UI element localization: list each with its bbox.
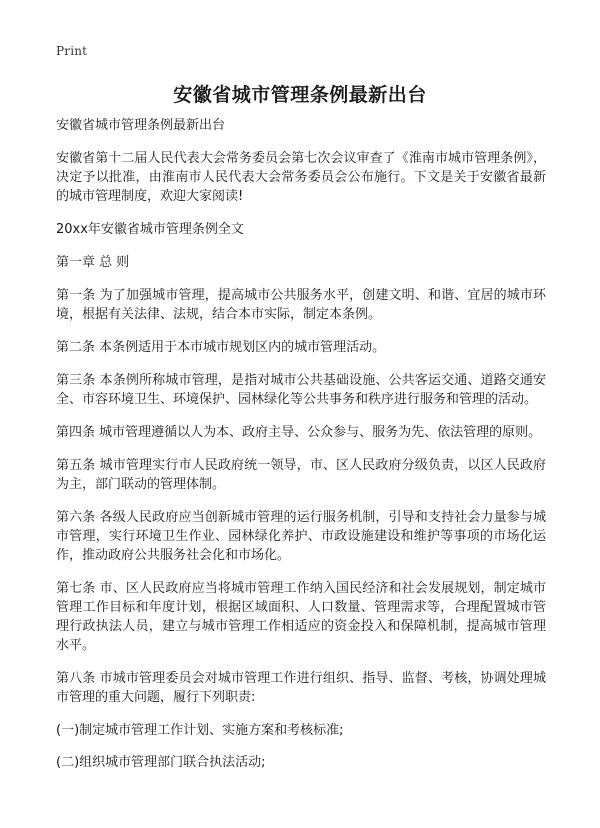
paragraph-intro: 安徽省第十二届人民代表大会常务委员会第七次会议审查了《淮南市城市管理条例》，决定予以批准，由淮南市人民代表大会常务委员会公布施行。下文是关于安徽省最新的城市管理制度，欢迎大家阅读! [56, 151, 546, 204]
chapter-heading: 第一章 总 则 [56, 255, 130, 270]
document-title: 安徽省城市管理条例最新出台 [173, 84, 427, 106]
print-link[interactable]: Print [56, 44, 88, 58]
article-2: 第二条 本条例适用于本市城市规划区内的城市管理活动。 [56, 340, 386, 355]
article-7: 第七条 市、区人民政府应当将城市管理工作纳入国民经济和社会发展规划，制定城市管理工作目标和年度计划，根据区域面积、人口数量、管理需求等，合理配置城市管理行政执法人员，建立与城市管理工作相适应的资金投入和保障机制，提高城市管理水平。 [56, 581, 546, 653]
article-4: 第四条 城市管理遵循以人为本、政府主导、公众参与、服务为先、依法管理的原则。 [56, 425, 542, 440]
article-3: 第三条 本条例所称城市管理，是指对城市公共基础设施、公共客运交通、道路交通安全、市容环境卫生、环境保护、园林绿化等公共事务和秩序进行服务和管理的活动。 [56, 373, 546, 407]
article-6: 第六条 各级人民政府应当创新城市管理的运行服务机制，引导和支持社会力量参与城市管理，实行环境卫生作业、园林绿化养护、市政设施建设和维护等事项的市场化运作，推动政府公共服务社会化和市场化。 [56, 510, 546, 563]
duty-item-2: (二)组织城市管理部门联合执法活动; [56, 755, 266, 770]
duty-item-1: (一)制定城市管理工作计划、实施方案和考核标准; [56, 723, 344, 738]
article-5: 第五条 城市管理实行市人民政府统一领导，市、区人民政府分级负责，以区人民政府为主，部门联动的管理体制。 [56, 458, 546, 492]
paragraph-subtitle: 安徽省城市管理条例最新出台 [56, 118, 226, 133]
article-1: 第一条 为了加强城市管理，提高城市公共服务水平，创建文明、和谐、宜居的城市环境，根据有关法律、法规，结合本市实际，制定本条例。 [56, 288, 546, 322]
article-8: 第八条 市城市管理委员会对城市管理工作进行组织、指导、监督、考核，协调处理城市管理的重大问题，履行下列职责: [56, 671, 546, 705]
paragraph-fulltext-heading: 20xx年安徽省城市管理条例全文 [56, 222, 244, 237]
document-body [56, 116, 546, 785]
